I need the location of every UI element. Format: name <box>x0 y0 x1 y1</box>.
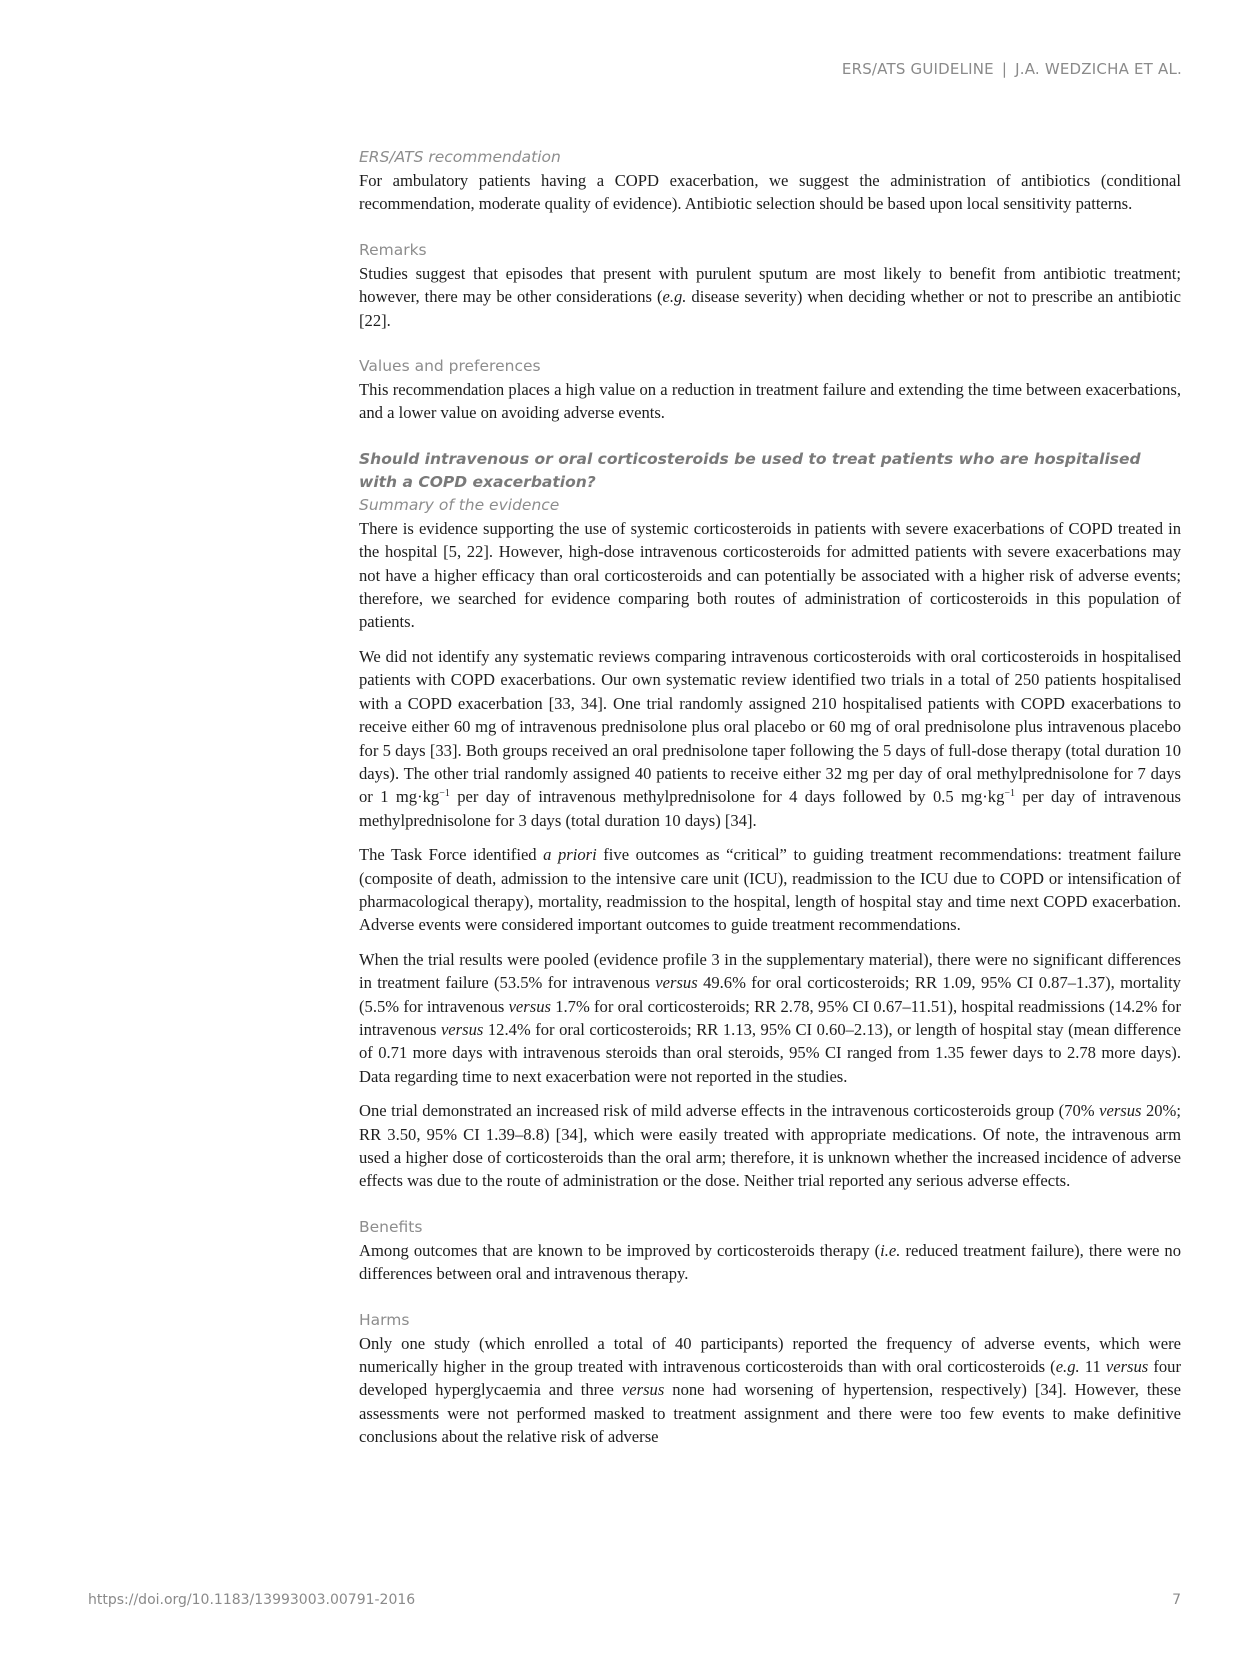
author-line: J.A. WEDZICHA ET AL. <box>1015 60 1182 78</box>
benefits-text: Among outcomes that are known to be improved by corticosteroids therapy (i.e. reduced treatment failure), there were no differences between oral and intravenous therapy. <box>359 1240 1181 1284</box>
page-number: 7 <box>1172 1592 1181 1608</box>
summary-paragraph-3: The Task Force identified a priori five outcomes as “critical” to guiding treatment recommendations: treatment failure (composite of death, admission to the intensive care unit (ICU), readmission to the ICU due to COPD or intensification of pharmacological therapy), mortality, readmission to the hospital, length of hospital stay and time next COPD exacerbation. Adverse events were considered important outcomes to guide treatment recommendations. <box>359 845 1181 935</box>
section-question-heading: Should intravenous or oral corticosteroids be used to treat patients who are hospitalised with a COPD exacerbation? <box>359 449 1141 491</box>
running-head <box>842 60 1182 78</box>
summary-paragraph-1: There is evidence supporting the use of systemic corticosteroids in patients with severe exacerbations of COPD treated in the hospital [5, 22]. However, high-dose intravenous corticosteroids for admitted patients with severe exacerbations may not have a higher efficacy than oral corticosteroids and can potentially be associated with a higher risk of adverse events; therefore, we searched for evidence comparing both routes of administration of corticosteroids in this population of patients. <box>359 518 1181 632</box>
doi-link[interactable]: https://doi.org/10.1183/13993003.00791-2016 <box>88 1592 416 1608</box>
recommendation-text: For ambulatory patients having a COPD exacerbation, we suggest the administration of antibiotics (conditional recommendation, moderate quality of evidence). Antibiotic selection should be based upon local sensitivity patterns. <box>359 171 1181 214</box>
benefits-label: Benefits <box>359 1217 423 1236</box>
header-separator: | <box>1001 60 1008 78</box>
journal-section: ERS/ATS GUIDELINE <box>841 60 994 78</box>
summary-paragraph-2: We did not identify any systematic reviews comparing intravenous corticosteroids with oral corticosteroids in hospitalised patients with COPD exacerbations. Our own systematic review identified two trials in a total of 250 patients hospitalised with a COPD exacerbation [33, 34]. One trial randomly assigned 210 hospitalised patients with COPD exacerbations to receive either 60 mg of intravenous prednisolone plus oral placebo or 60 mg of oral prednisolone plus intravenous placebo for 5 days [33]. Both groups received an oral prednisolone taper following the 5 days of full-dose therapy (total duration 10 days). The other trial randomly assigned 40 patients to receive either 32 mg per day of oral methylprednisolone for 7 days or 1 $mg\cdot kg^{-1}$ per day of intravenous methylprednisolone for 4 days followed by 0.5 $mg\cdot kg^{-1}$ per day of intravenous methylprednisolone for 3 days (total duration 10 days) [34]. <box>359 646 1181 830</box>
values-text: This recommendation places a high value on a reduction in treatment failure and extending the time between exacerbations, and a lower value on avoiding adverse events. <box>359 380 1181 423</box>
summary-paragraph-5: One trial demonstrated an increased risk of mild adverse effects in the intravenous corticosteroids group (70% versus 20%; RR 3.50, 95% CI 1.39–8.8) [34], which were easily treated with appropriate medications. Of note, the intravenous arm used a higher dose of corticosteroids than the oral arm; therefore, it is unknown whether the increased incidence of adverse effects was due to the route of administration or the dose. Neither trial reported any serious adverse effects. <box>359 1101 1181 1191</box>
main-text-column <box>359 146 1181 1472</box>
harms-section <box>359 1309 1181 1449</box>
values-label: Values and preferences <box>359 357 541 376</box>
recommendation-label: ERS/ATS recommendation <box>359 148 561 166</box>
remarks-text: Studies suggest that episodes that present with purulent sputum are most likely to benefit from antibiotic treatment; however, there may be other considerations (e.g. disease severity) when deciding whether or not to prescribe an antibiotic [22]. <box>359 263 1181 330</box>
values-section <box>359 355 1181 425</box>
corticosteroid-question-section <box>359 448 1181 1193</box>
remarks-section <box>359 239 1181 332</box>
benefits-section <box>359 1216 1181 1286</box>
harms-label: Harms <box>359 1310 410 1329</box>
summary-paragraph-4: When the trial results were pooled (evidence profile 3 in the supplementary material), there were no significant differences in treatment failure (53.5% for intravenous versus 49.6% for oral corticosteroids; RR 1.09, 95% CI 0.87–1.37), mortality (5.5% for intravenous versus 1.7% for oral corticosteroids; RR 2.78, 95% CI 0.67–11.51), hospital readmissions (14.2% for intravenous versus 12.4% for oral corticosteroids; RR 1.13, 95% CI 0.60–2.13), or length of hospital stay (mean difference of 0.71 more days with intravenous steroids than oral steroids, 95% CI ranged from 1.35 fewer days to 2.78 more days). Data regarding time to next exacerbation were not reported in the studies. <box>359 949 1181 1086</box>
summary-label: Summary of the evidence <box>359 495 560 514</box>
harms-text: Only one study (which enrolled a total of 40 participants) reported the frequency of adverse events, which were numerically higher in the group treated with intravenous corticosteroids than with oral corticosteroids (e.g. 11 versus four developed hyperglycaemia and three versus none had worsening of hypertension, respectively) [34]. However, these assessments were not performed masked to treatment assignment and there were too few events to make definitive conclusions about the relative risk of adverse <box>359 1333 1181 1447</box>
recommendation-section <box>359 146 1181 216</box>
remarks-label: Remarks <box>359 240 427 259</box>
